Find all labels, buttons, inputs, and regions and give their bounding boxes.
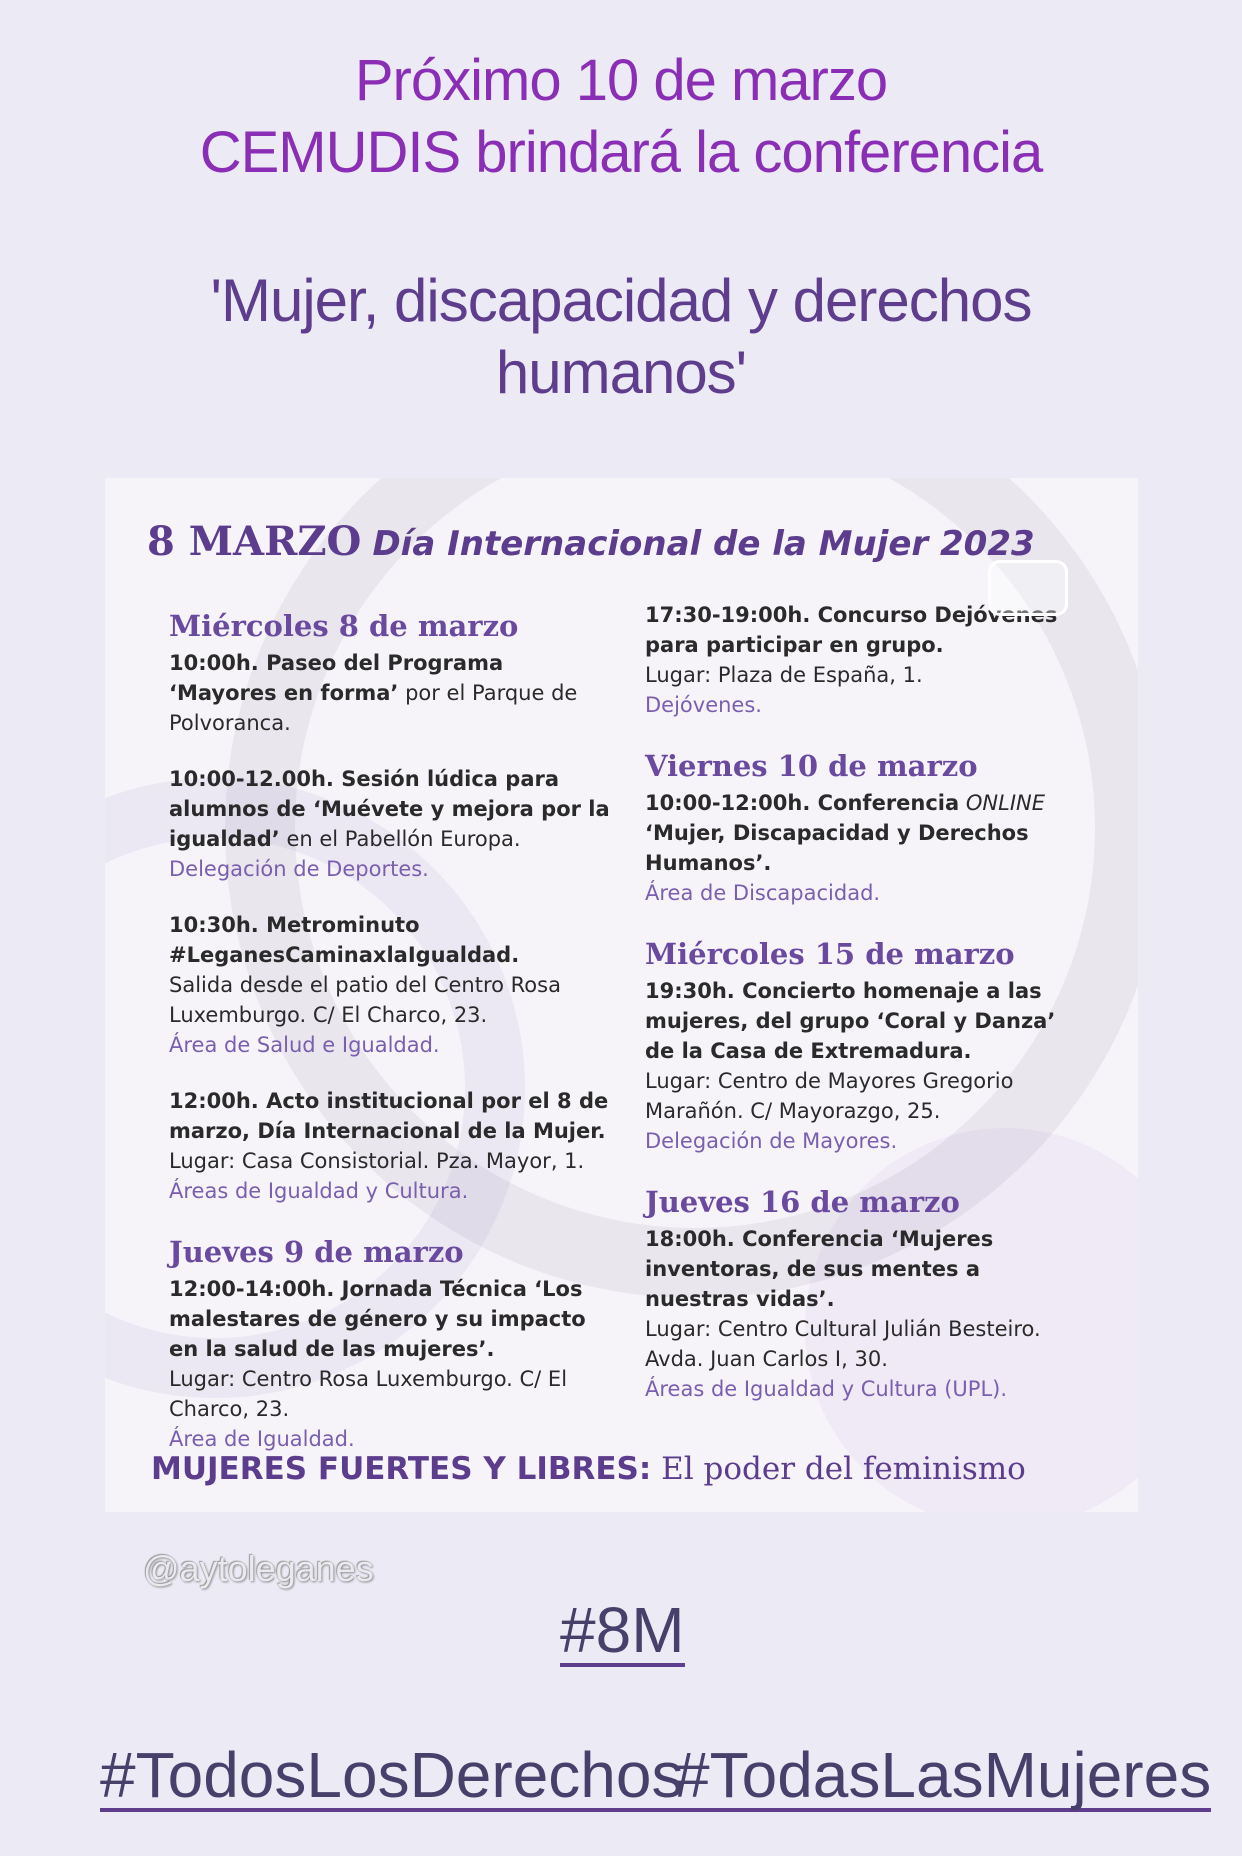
schedule-right-column (645, 600, 1090, 1430)
hashtag-label: #TodosLosDerechos (100, 1739, 684, 1811)
event-title: 12:00h. Acto institucional por el 8 de marzo, Día Internacional de la Mujer. (169, 1089, 609, 1143)
event-location: por el Parque de Polvoranca. (169, 681, 578, 735)
event-title: 10:30h. Metrominuto #LeganesCaminaxlaIgualdad. (169, 913, 520, 967)
poster-slogan (151, 1451, 1026, 1487)
conference-title-line-1: 'Mujer, discapacidad y derechos (210, 267, 1032, 334)
headline-line-2: CEMUDIS brindará la conferencia (199, 120, 1043, 185)
event-location: Lugar: Plaza de España, 1. (645, 663, 923, 687)
event-location: Lugar: Centro Rosa Luxemburgo. C/ El Charco, 23. (169, 1367, 568, 1421)
day-heading: Jueves 16 de marzo (645, 1185, 960, 1219)
poster-title-subtitle: Día Internacional de la Mujer 2023 (372, 524, 1035, 564)
event-item (645, 788, 1090, 908)
event-item (169, 1086, 614, 1206)
event-location: Lugar: Centro de Mayores Gregorio Marañón. C/ Mayorazgo, 25. (645, 1069, 1014, 1123)
event-organizer: Área de Igualdad. (169, 1427, 355, 1451)
event-poster (105, 478, 1138, 1512)
conference-title (0, 265, 1242, 409)
event-location: Lugar: Centro Cultural Julián Besteiro. Avda. Juan Carlos I, 30. (645, 1317, 1041, 1371)
hashtag-todas-las-mujeres[interactable] (674, 1740, 1211, 1812)
event-item (645, 976, 1090, 1156)
event-item (169, 1274, 614, 1454)
day-heading: Miércoles 8 de marzo (169, 609, 519, 643)
hashtag-todos-los-derechos[interactable] (100, 1740, 683, 1812)
day-heading: Jueves 9 de marzo (169, 1235, 464, 1269)
hashtag-label: #8M (560, 1594, 685, 1666)
event-organizer: Área de Discapacidad. (645, 881, 881, 905)
event-title: 10:00-12.00h. Sesión lúdica para alumnos de ‘Muévete y mejora por la igualdad’ (169, 767, 610, 851)
event-title: 19:30h. Concierto homenaje a las mujeres, del grupo ‘Coral y Danza’ de la Casa de Extremadura. (645, 979, 1056, 1063)
event-item (169, 764, 614, 884)
event-organizer: Dejóvenes. (645, 693, 762, 717)
event-organizer: Delegación de Deportes. (169, 857, 429, 881)
event-location: Lugar: Casa Consistorial. Pza. Mayor, 1. (169, 1149, 585, 1173)
headline-line-1: Próximo 10 de marzo (354, 48, 888, 113)
day-heading: Viernes 10 de marzo (645, 749, 978, 783)
conference-title-line-2: humanos' (495, 339, 747, 406)
poster-title (147, 518, 1035, 565)
event-item (645, 1224, 1090, 1404)
event-organizer: Áreas de Igualdad y Cultura. (169, 1179, 469, 1203)
event-location: Salida desde el patio del Centro Rosa Luxemburgo. C/ El Charco, 23. (169, 973, 561, 1027)
event-location: en el Pabellón Europa. (279, 827, 521, 851)
event-format: ONLINE (965, 791, 1045, 815)
event-item (645, 600, 1090, 720)
poster-title-date: 8 MARZO (147, 518, 362, 565)
story-headline (0, 45, 1242, 189)
account-handle-sticker[interactable]: @aytoleganes (143, 1548, 374, 1589)
schedule-left-column (169, 606, 614, 1480)
slogan-text: El poder del feminismo (651, 1451, 1026, 1487)
event-title: 17:30-19:00h. Concurso Dejóvenes para participar en grupo. (645, 603, 1058, 657)
hashtag-8m[interactable] (560, 1595, 685, 1667)
event-item (169, 910, 614, 1060)
sticker-frame[interactable] (988, 560, 1068, 616)
event-organizer: Delegación de Mayores. (645, 1129, 898, 1153)
event-organizer: Área de Salud e Igualdad. (169, 1033, 440, 1057)
slogan-bold: MUJERES FUERTES Y LIBRES: (151, 1451, 652, 1487)
event-organizer: Áreas de Igualdad y Cultura (UPL). (645, 1377, 1008, 1401)
event-title: 10:00-12:00h. Conferencia (645, 791, 960, 815)
day-heading: Miércoles 15 de marzo (645, 937, 1015, 971)
hashtag-label: #TodasLasMujeres (674, 1739, 1212, 1811)
event-item (169, 648, 614, 738)
event-title: 12:00-14:00h. Jornada Técnica ‘Los malestares de género y su impacto en la salud de las mujeres’. (169, 1277, 586, 1361)
event-title-continued: ‘Mujer, Discapacidad y Derechos Humanos’. (645, 821, 1029, 875)
event-title: 18:00h. Conferencia ‘Mujeres inventoras, de sus mentes a nuestras vidas’. (645, 1227, 994, 1311)
event-title: 10:00h. Paseo del Programa ‘Mayores en forma’ (169, 651, 504, 705)
